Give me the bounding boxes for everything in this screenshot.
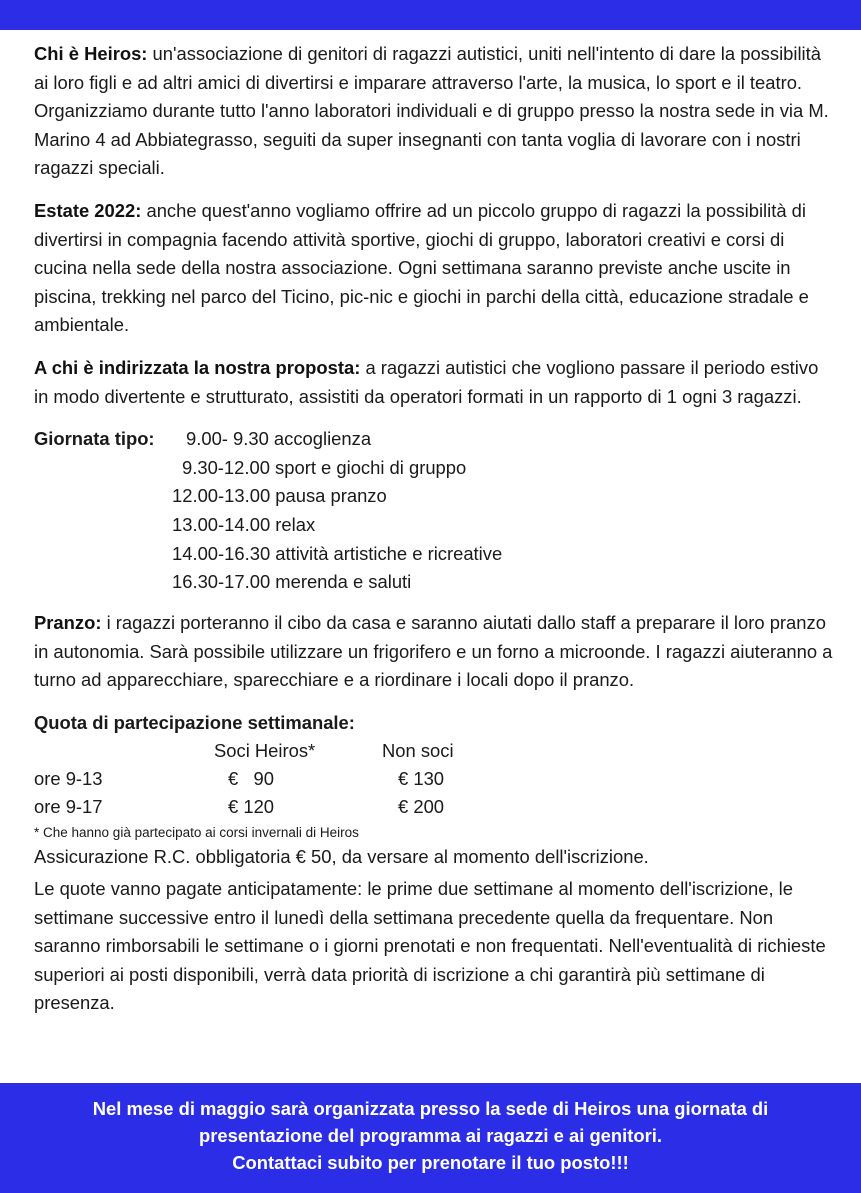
quota-title: Quota di partecipazione settimanale: bbox=[34, 711, 355, 733]
summer-label: Estate 2022: bbox=[34, 199, 142, 221]
schedule-label: Giornata tipo: bbox=[34, 428, 155, 450]
intro-paragraph bbox=[34, 40, 834, 183]
banner-line: Nel mese di maggio sarà organizzata presso la sede di Heiros una giornata di bbox=[92, 1098, 769, 1119]
quota-soci-value: € 90 bbox=[228, 767, 275, 789]
quota-header-non-soci: Non soci bbox=[382, 739, 454, 761]
banner-line: Contattaci subito per prenotare il tuo posto!!! bbox=[232, 1152, 629, 1173]
intro-text: un'associazione di genitori di ragazzi autistici, uniti nell'intento di dare la possibilità ai loro figli e ad altri amici di divertirsi e imparare attraverso l'arte, la musica, lo sport e il teatro. Organizziamo durante tutto l'anno laboratori individuali e di gruppo presso la nostra sede in via M. Marino 4 ad Abbiategrasso, seguiti da super insegnanti con tanta voglia di lavorare con i nostri ragazzi speciali. bbox=[34, 43, 829, 179]
quota-table bbox=[34, 737, 834, 821]
schedule-item: 16.30-17.00 merenda e saluti bbox=[172, 571, 412, 593]
schedule-item: 14.00-16.30 attività artistiche e ricreative bbox=[172, 542, 503, 564]
summer-text: anche quest'anno vogliamo offrire ad un piccolo gruppo di ragazzi la possibilità di divertirsi in compagnia facendo attività sportive, giochi di gruppo, laboratori creativi e corsi di cucina nella sede della nostra associazione. Ogni settimana saranno previste anche uscite in piscina, trekking nel parco del Ticino, pic-nic e giochi in parchi della città, educazione stradale e ambientale. bbox=[34, 199, 809, 336]
quota-row-label: ore 9-17 bbox=[34, 795, 103, 817]
quota-soci-value: € 120 bbox=[228, 795, 275, 817]
target-text: a ragazzi autistici che vogliono passare il periodo estivo in modo divertente e strutturato, assistiti da operatori formati in un rapporto di 1 ogni 3 ragazzi. bbox=[34, 356, 819, 407]
lunch-text: i ragazzi porteranno il cibo da casa e saranno aiutati dallo staff a preparare il loro pranzo in autonomia. Sarà possibile utilizzare un frigorifero e un forno a microonde. I ragazzi aiuteranno a turno ad apparecchiare, sparecchiare e a riordinare i locali dopo il pranzo. bbox=[34, 612, 833, 691]
quota-non-soci-value: € 200 bbox=[398, 795, 445, 817]
insurance-note: Assicurazione R.C. obbligatoria € 50, da versare al momento dell'iscrizione. bbox=[34, 845, 649, 867]
daily-schedule bbox=[34, 425, 834, 597]
lunch-label: Pranzo: bbox=[34, 612, 102, 634]
target-label: A chi è indirizzata la nostra proposta: bbox=[34, 356, 361, 378]
quota-row-label: ore 9-13 bbox=[34, 767, 103, 789]
quota-header-soci: Soci Heiros* bbox=[214, 739, 316, 761]
lunch-paragraph bbox=[34, 609, 834, 695]
quota-footnote: * Che hanno già partecipato ai corsi invernali di Heiros bbox=[34, 824, 359, 840]
payment-paragraph: Le quote vanno pagate anticipatamente: le prime due settimane al momento dell'iscrizione, le settimane successive entro il lunedì della settimana precedente quella da frequentare. Non saranno rimborsabili le settimane o i giorni prenotati e non frequentati. Nell'eventualità di richieste superiori ai posti disponibili, verrà data priorità di iscrizione a chi garantirà più settimane di presenza. bbox=[34, 877, 826, 1014]
banner-line: presentazione del programma ai ragazzi e ai genitori. bbox=[199, 1125, 662, 1146]
quota-non-soci-value: € 130 bbox=[398, 767, 445, 789]
top-color-bar bbox=[0, 0, 861, 30]
schedule-item: 12.00-13.00 pausa pranzo bbox=[172, 485, 387, 507]
schedule-item: 13.00-14.00 relax bbox=[172, 513, 316, 535]
flyer-body bbox=[34, 40, 834, 1032]
summer-paragraph bbox=[34, 197, 834, 340]
schedule-item: 9.00- 9.30 accoglienza bbox=[186, 428, 372, 450]
announcement-banner bbox=[0, 1083, 861, 1193]
intro-label: Chi è Heiros: bbox=[34, 43, 148, 64]
target-paragraph bbox=[34, 354, 834, 411]
schedule-item: 9.30-12.00 sport e giochi di gruppo bbox=[182, 456, 467, 478]
